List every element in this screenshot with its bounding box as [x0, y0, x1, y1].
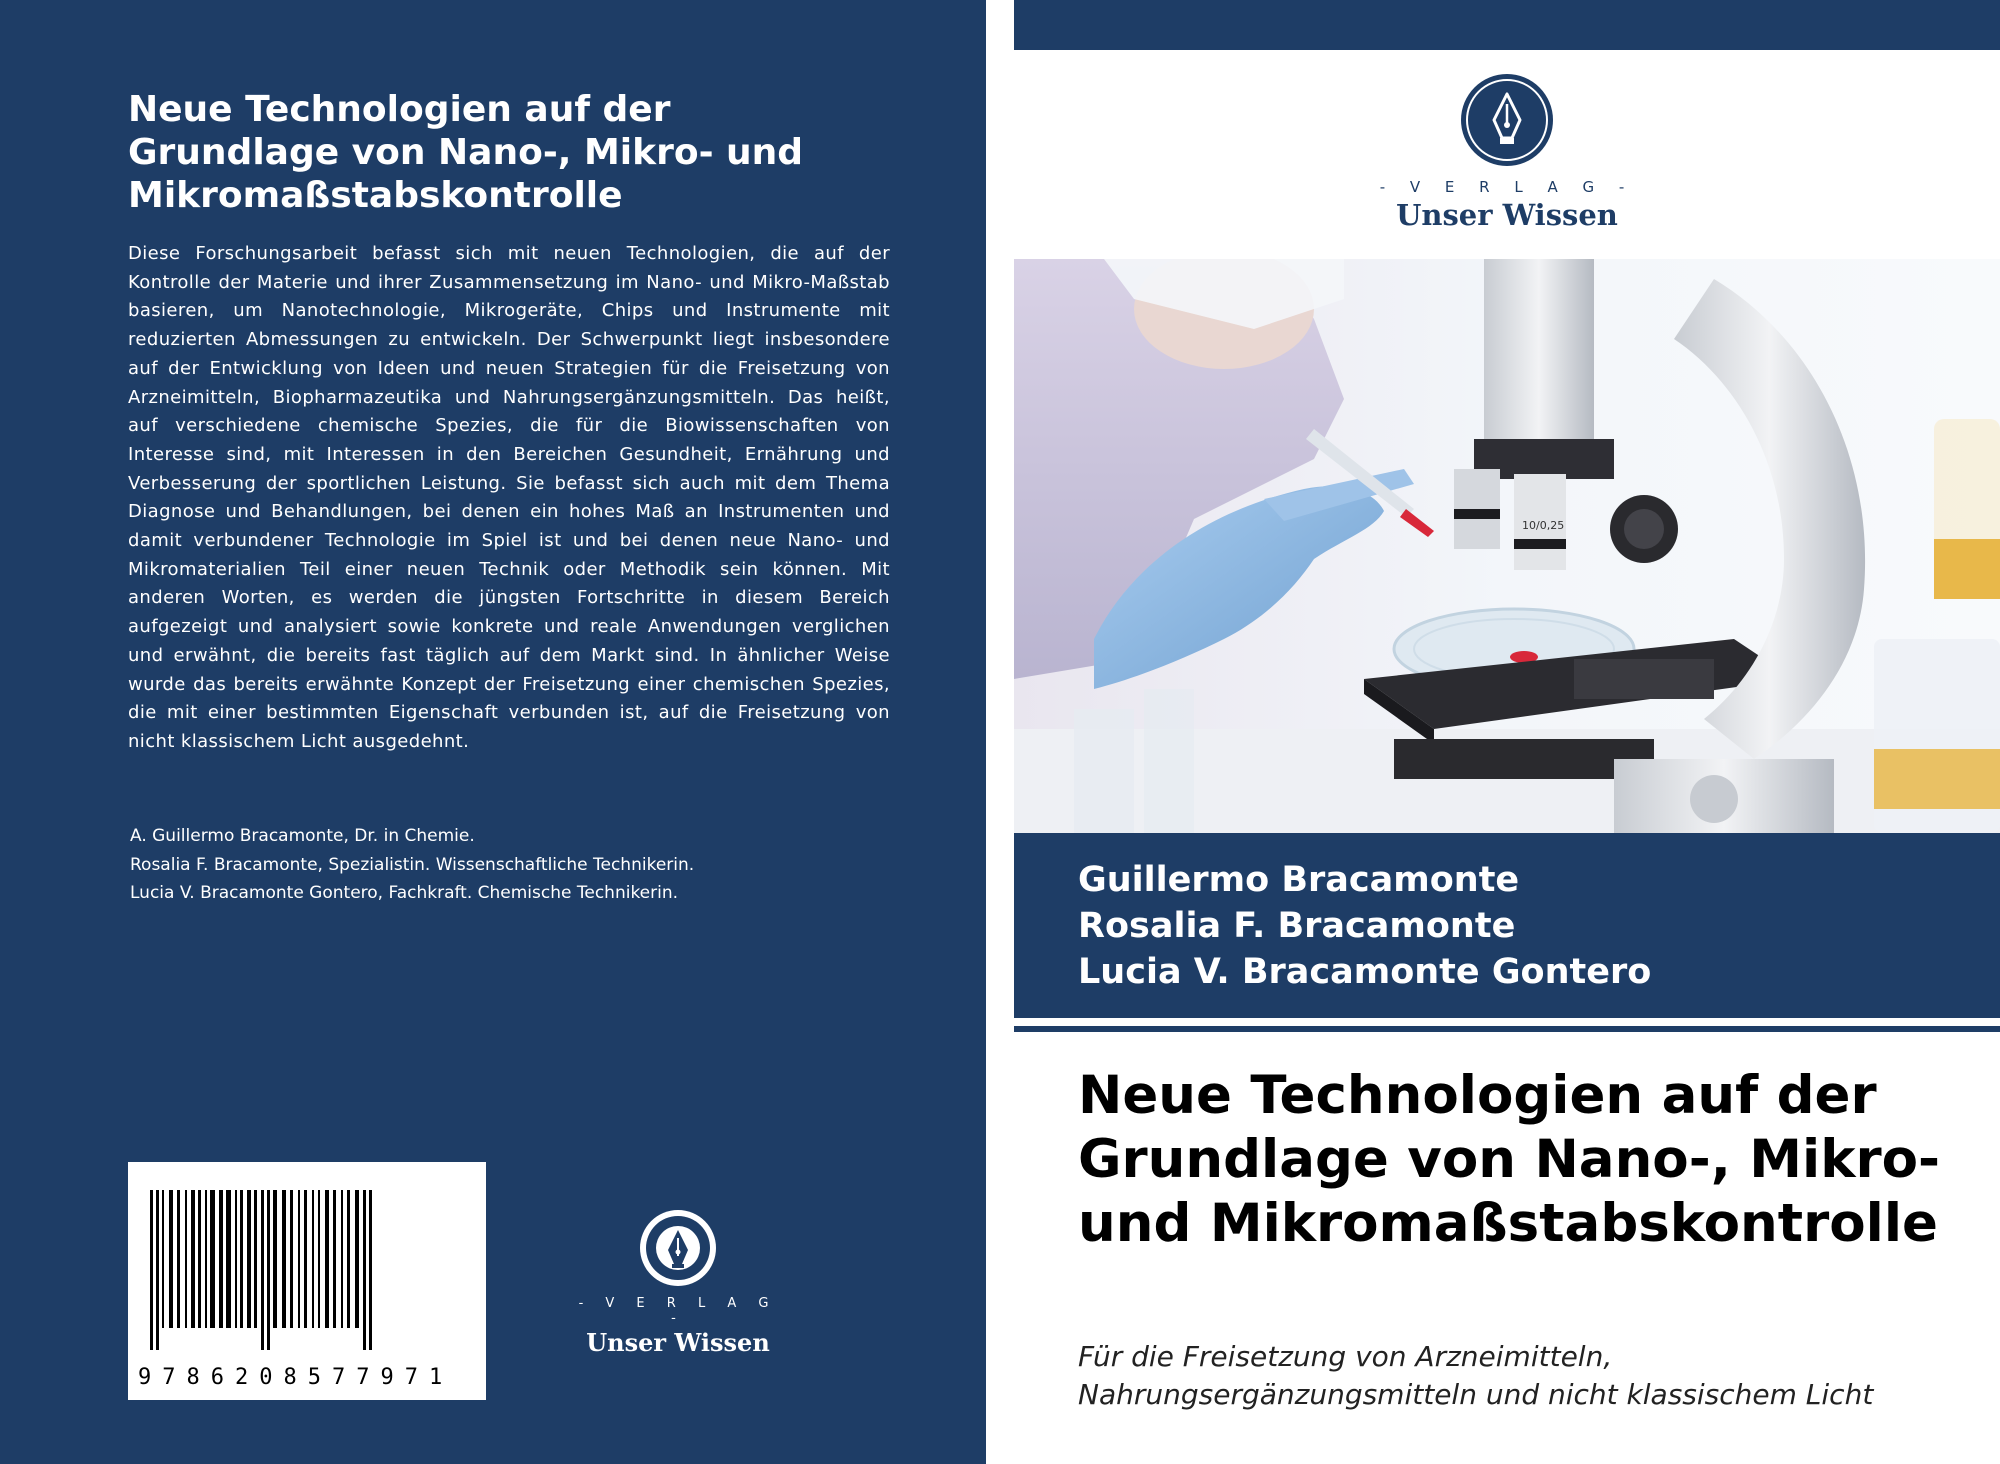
author-bio: Lucia V. Bracamonte Gontero, Fachkraft. Chemische Technikerin.	[130, 883, 679, 903]
barcode-bar	[185, 1190, 187, 1328]
divider-line	[1014, 1026, 2000, 1032]
isbn-digits: 9786208577971	[138, 1365, 454, 1390]
isbn-barcode	[128, 1162, 486, 1400]
barcode-bar	[363, 1190, 366, 1350]
verlag-label: - V E R L A G -	[578, 1296, 778, 1326]
front-cover-subtitle: Für die Freisetzung von Arzneimitteln, Nahrungsergänzungsmitteln und nicht klassischem Licht	[1078, 1340, 1874, 1411]
barcode-bar	[177, 1190, 180, 1328]
verlag-label: - V E R L A G -	[1379, 178, 1635, 196]
barcode-bar	[347, 1190, 350, 1328]
back-publisher-logo	[578, 1208, 778, 1357]
barcode-bar	[290, 1190, 293, 1328]
author-names	[1078, 857, 1651, 995]
author-name: Guillermo Bracamonte	[1078, 860, 1520, 900]
barcode-bar	[318, 1190, 320, 1328]
publisher-name: Unser Wissen	[1396, 198, 1618, 232]
barcode-bar	[156, 1190, 159, 1350]
barcode-bar	[247, 1190, 251, 1328]
barcode-icon	[146, 1190, 468, 1350]
back-cover-title: Neue Technologien auf der Grundlage von Nano-, Mikro- und Mikromaßstabskontrolle	[128, 89, 804, 216]
barcode-bar	[150, 1190, 153, 1350]
barcode-bar	[235, 1190, 237, 1328]
barcode-bar	[205, 1190, 207, 1328]
back-cover-description: Diese Forschungsarbeit befasst sich mit neuen Technologien, die auf der Kontrolle der Materie und ihrer Zusammensetzung im Nano- und Mikro-Maßstab basieren, um Nanotechnologie, Mikrogeräte, Chips und Instrumente mit reduzierten Abmessungen zu entwickeln. Der Schwerpunkt liegt insbesondere auf der Entwicklung von Ideen und neuen Strategien für die Freisetzung von Arzneimitteln, Biopharmazeutika und Nahrungsergänzungsmitteln. Das heißt, auf verschiedene chemische Spezies, die für die Biowissenschaften von Interesse sind, mit Interessen in den Bereichen Gesundheit, Ernährung und Verbesserung der sportlichen Leistung. Sie befasst sich auch mit dem Thema Diagnose und Behandlungen, bei denen ein hohes Maß an Instrumenten und damit verbundener Technologie im Spiel ist und bei denen neue Nano- und Mikromaterialien Teil einer neuen Technik oder Methodik sein können. Mit anderen Worten, es werden die jüngsten Fortschritte in diesem Bereich aufgezeigt und analysiert sowie konkrete und reale Anwendungen verglichen und erwähnt, die bereits fast täglich auf dem Markt sind. In ähnlicher Weise wurde das bereits erwähnte Konzept der Freisetzung einer chemischen Spezies, die mit einer bestimmten Eigenschaft verbunden ist, auf die Freisetzung von nicht klassischem Licht ausgedehnt.	[128, 243, 890, 752]
barcode-bar	[304, 1190, 307, 1328]
barcode-bar	[261, 1190, 264, 1350]
barcode-bar	[240, 1190, 243, 1328]
author-name: Rosalia F. Bracamonte	[1078, 906, 1516, 946]
front-cover	[1014, 0, 2000, 1464]
barcode-bar	[325, 1190, 329, 1328]
barcode-bar	[219, 1190, 223, 1328]
top-bar	[1014, 0, 2000, 50]
barcode-bar	[298, 1190, 300, 1328]
fountain-pen-nib-seal-icon	[638, 1208, 718, 1288]
barcode-bar	[162, 1190, 164, 1328]
barcode-bar	[226, 1190, 231, 1328]
authors-band	[1014, 833, 2000, 1018]
fountain-pen-nib-icon	[1459, 72, 1555, 168]
barcode-bar	[369, 1190, 372, 1350]
barcode-bar	[312, 1190, 314, 1328]
barcode-bar	[333, 1190, 336, 1328]
back-cover	[0, 0, 986, 1464]
author-bios	[130, 822, 890, 908]
barcode-bar	[341, 1190, 343, 1328]
front-publisher-logo	[1344, 72, 1670, 232]
publisher-name: Unser Wissen	[586, 1328, 770, 1357]
front-cover-title: Neue Technologien auf der Grundlage von Nano-, Mikro- und Mikromaßstabskontrolle	[1078, 1065, 1941, 1254]
barcode-bar	[273, 1190, 277, 1328]
barcode-bar	[169, 1190, 173, 1328]
spine-gap	[986, 0, 1014, 1464]
author-name: Lucia V. Bracamonte Gontero	[1078, 952, 1652, 992]
barcode-bar	[198, 1190, 201, 1328]
author-bio: A. Guillermo Bracamonte, Dr. in Chemie.	[130, 826, 475, 846]
barcode-bar	[254, 1190, 257, 1328]
barcode-bar	[282, 1190, 286, 1328]
barcode-bar	[191, 1190, 195, 1328]
microscope-lab-photo	[1014, 259, 2000, 833]
objective-label: 10/0,25	[1522, 519, 1565, 532]
barcode-bar	[210, 1190, 215, 1328]
barcode-bar	[267, 1190, 270, 1350]
author-bio: Rosalia F. Bracamonte, Spezialistin. Wissenschaftliche Technikerin.	[130, 854, 695, 875]
barcode-bar	[355, 1190, 359, 1328]
